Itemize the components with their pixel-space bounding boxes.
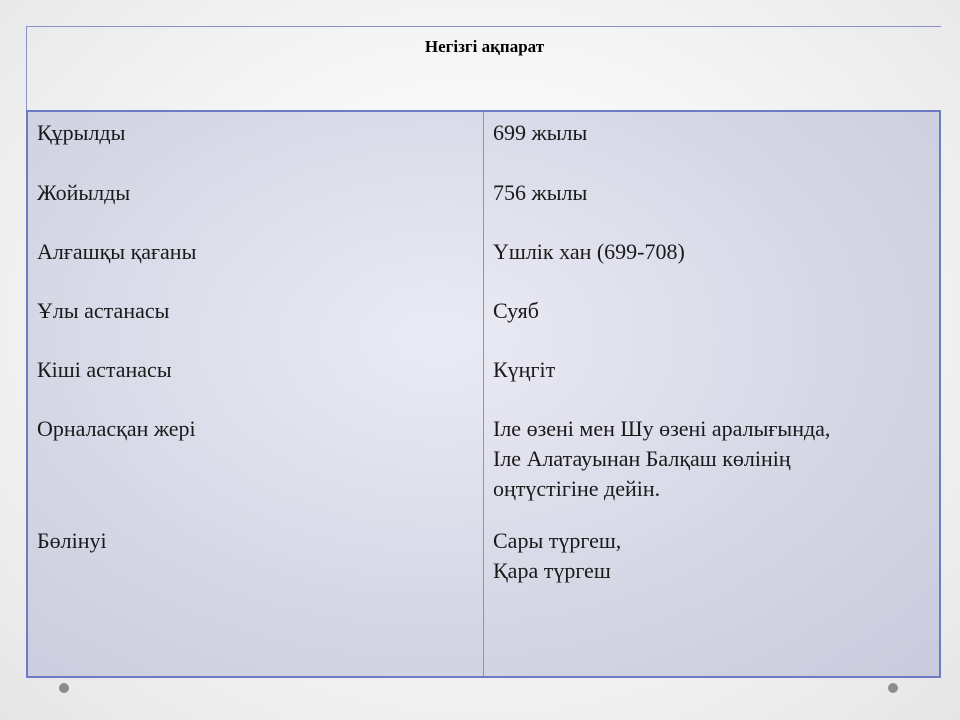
value-location-line-2: Іле Алатауынан Балқаш көлінің (493, 446, 791, 471)
value-minor-capital: Күңгіт (493, 357, 556, 382)
value-division-line-2: Қара түргеш (493, 558, 611, 583)
label-dissolved: Жойылды (37, 180, 131, 205)
column-divider (483, 112, 484, 676)
value-first-khagan: Үшлік хан (699-708) (493, 239, 685, 264)
table-header-title: Негізгі ақпарат (424, 37, 545, 56)
value-location-line-3: оңтүстігіне дейін. (493, 476, 661, 501)
value-division-line-1: Сары түргеш, (493, 528, 622, 553)
value-main-capital: Суяб (493, 298, 539, 323)
label-main-capital: Ұлы астанасы (37, 298, 170, 323)
value-location-line-1: Іле өзені мен Шу өзені аралығында, (493, 416, 831, 441)
table-body-row (26, 110, 941, 678)
label-first-khagan: Алғашқы қағаны (37, 239, 197, 264)
label-location: Орналасқан жері (37, 416, 196, 441)
table-header-row (26, 26, 941, 110)
label-founded: Құрылды (37, 120, 126, 145)
decorative-dot-right (888, 683, 898, 693)
value-founded: 699 жылы (493, 120, 588, 145)
decorative-dot-left (59, 683, 69, 693)
label-division: Бөлінуі (37, 528, 107, 553)
value-dissolved: 756 жылы (493, 180, 588, 205)
label-minor-capital: Кіші астанасы (37, 357, 172, 382)
info-table (26, 26, 941, 678)
